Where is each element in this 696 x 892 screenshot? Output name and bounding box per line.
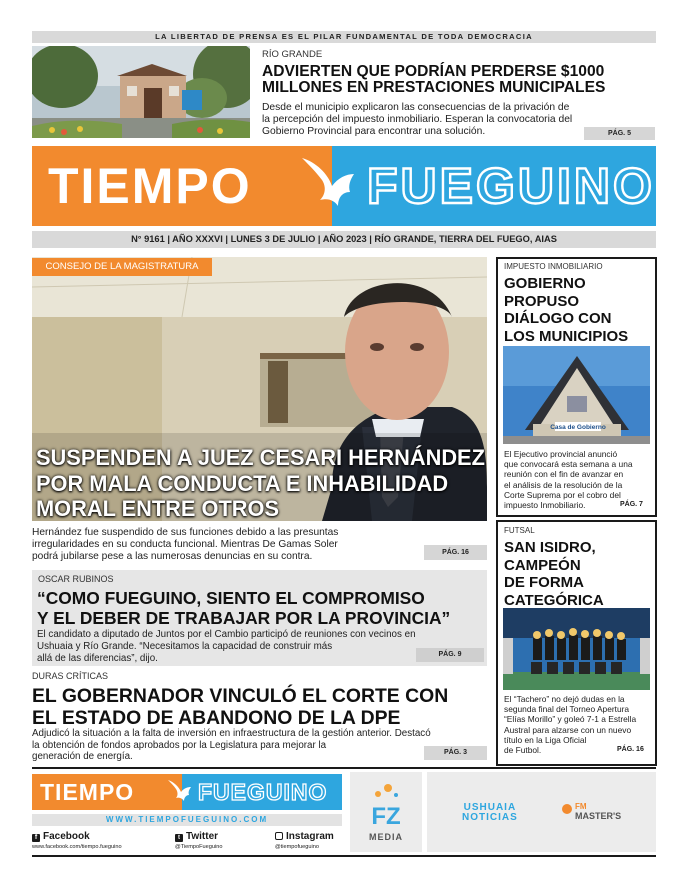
main-story-section-badge[interactable]: CONSEJO DE LA MAGISTRATURA	[32, 258, 212, 276]
story2-summary-line-2: Ushuaia y Río Grande. “Necesitamos la capacidad de construir más	[37, 640, 333, 652]
masthead[interactable]	[32, 146, 656, 226]
fz-word: MEDIA	[369, 832, 403, 842]
facebook-icon: f	[32, 834, 40, 842]
main-story-summary	[32, 527, 338, 564]
ushuaia-logo-line-2: NOTICIAS	[462, 812, 518, 823]
fz-letters-text: FZ	[371, 803, 401, 830]
side2-section: FUTSAL	[504, 526, 535, 535]
side1-headline-line-3: DIÁLOGO CON	[504, 310, 612, 327]
top-story-headline-line-2: MILLONES EN PRESTACIONES MUNICIPALES	[262, 79, 606, 97]
story3-summary-line-2: la obtención de fondos aprobados por la Legislatura para mejorar la	[32, 739, 327, 751]
facebook-label: Facebook	[43, 831, 90, 842]
government-house-sign: Casa de Gobierno	[550, 424, 606, 431]
main-story-page-tag[interactable]: PÁG. 16	[424, 545, 487, 560]
side2-summary-line-3: “Elías Morillo” y goleó 7-1 a Estrella	[504, 714, 637, 725]
footer-bird-icon	[164, 776, 200, 808]
top-story-photo[interactable]	[32, 46, 250, 138]
side2-headline	[504, 539, 604, 609]
government-house-illustration	[503, 346, 650, 444]
side1-summary-line-6: impuesto Inmobiliario.	[504, 500, 586, 511]
fm-logo-bottom: MASTER'S	[575, 811, 622, 821]
top-story-summary-line-1: Desde el municipio explicaron las consecuencias de la privación de	[262, 102, 570, 113]
facebook-handle: www.facebook.com/tiempo.fueguino	[32, 844, 122, 850]
bird-logo-icon	[294, 150, 374, 222]
top-story-summary-line-2: la percepción del impuesto inmobiliario. Esperan la convocatoria del	[262, 114, 573, 125]
side1-photo[interactable]	[503, 346, 650, 444]
story3-summary-line-1: Adjudicó la situación a la falta de inversión en infraestructura de la gestión anterior. Destacó	[32, 728, 431, 739]
top-story-headline[interactable]	[262, 64, 605, 97]
side1-summary-line-3: reunión con el fin de avanzar en	[504, 469, 624, 480]
top-story-headline-line-1: ADVIERTEN QUE PODRÍAN PERDERSE $1000	[262, 63, 605, 80]
story3-page-tag[interactable]: PÁG. 3	[424, 746, 487, 760]
story2-headline-line-1: “COMO FUEGUINO, SIENTO EL COMPROMISO	[37, 588, 425, 608]
side2-summary-line-6: de Futbol.	[504, 745, 542, 756]
story3-section: DURAS CRÍTICAS	[32, 671, 109, 681]
story3-headline[interactable]	[32, 685, 448, 729]
twitter-handle: @TiempoFueguino	[175, 844, 223, 850]
top-story-page-tag[interactable]: PÁG. 5	[584, 127, 655, 140]
social-instagram[interactable]	[275, 831, 334, 850]
side1-summary-line-4: el análisis de la resolución de la	[504, 479, 623, 490]
side1-summary-line-5: Corte Suprema por el cobro del	[504, 489, 621, 500]
side1-headline-line-2: PROPUSO	[504, 292, 580, 310]
fz-media-logo[interactable]	[350, 772, 422, 852]
side1-summary-line-2: que convocará esta semana a una	[504, 459, 633, 470]
story2-section: OSCAR RUBINOS	[38, 574, 114, 584]
story2-summary-line-1: El candidato a diputado de Juntos por el Cambio participó de reuniones con vecinos en	[37, 629, 416, 640]
main-story-headline-line-2: POR MALA CONDUCTA E INHABILIDAD	[36, 470, 449, 496]
story3-summary	[32, 728, 431, 763]
side2-summary-line-1: El “Tachero” no dejó dudas en la	[504, 694, 625, 704]
side1-section: IMPUESTO INMOBILIARIO	[504, 262, 603, 271]
motto-bar: LA LIBERTAD DE PRENSA ES EL PILAR FUNDAMENTAL DE TODA DEMOCRACIA	[32, 31, 656, 43]
story2-summary-line-3: allá de las diferencias”, dijo.	[37, 652, 158, 664]
side1-headline-line-1: GOBIERNO	[504, 275, 586, 292]
masthead-title-right: FUEGUINO	[367, 158, 655, 214]
top-story-summary-line-3: Gobierno Provincial para encontrar una solución.	[262, 126, 486, 137]
twitter-label: Twitter	[186, 831, 219, 842]
top-story-section: RÍO GRANDE	[262, 49, 323, 60]
story2-page-tag[interactable]: PÁG. 9	[416, 648, 484, 662]
fm-logo-top: FM	[575, 802, 587, 811]
social-twitter[interactable]	[175, 831, 222, 850]
side2-page-tag[interactable]: PÁG. 16	[617, 746, 644, 753]
side2-headline-line-1: SAN ISIDRO,	[504, 539, 596, 556]
main-story-summary-line-2: irregularidades en su conducta funcional. Mientras De Gamas Soler	[32, 539, 338, 551]
side2-summary-line-2: segunda final del Torneo Apertura	[504, 704, 630, 715]
story3-summary-line-3: generación de energía.	[32, 751, 133, 763]
bottom-divider	[32, 855, 656, 857]
footer-website[interactable]: WWW.TIEMPOFUEGUINO.COM	[32, 814, 342, 826]
story2-headline-line-2: Y EL DEBER DE TRABAJAR POR LA PROVINCIA”	[37, 608, 451, 628]
story3-headline-line-2: EL ESTADO DE ABANDONO DE LA DPE	[32, 707, 401, 729]
main-story-summary-line-3: podrá jubilarse pese a las numerosas denuncias en su contra.	[32, 551, 313, 563]
microphone-icon	[562, 804, 572, 814]
instagram-label: Instagram	[286, 831, 334, 842]
main-story-headline[interactable]	[36, 445, 485, 522]
story2-headline[interactable]	[37, 588, 450, 628]
footer-logo-right-text: FUEGUINO	[198, 779, 328, 805]
side1-headline-line-4: LOS MUNICIPIOS	[504, 327, 629, 345]
side1-headline	[504, 275, 628, 345]
instagram-icon	[275, 832, 283, 840]
social-facebook[interactable]	[32, 831, 122, 850]
top-story-summary	[262, 102, 572, 138]
footer-logo[interactable]	[32, 774, 342, 810]
footer-divider	[32, 767, 656, 769]
story3-headline-line-1: EL GOBERNADOR VINCULÓ EL CORTE CON	[32, 685, 449, 707]
story2-summary	[37, 629, 416, 664]
fz-dots-icon	[372, 782, 402, 800]
side1-summary-line-1: El Ejecutivo provincial anunció	[504, 449, 618, 459]
main-story-summary-line-1: Hernández fue suspendido de sus funciones debido a las presuntas	[32, 527, 339, 538]
side2-headline-line-2: CAMPEÓN	[504, 556, 581, 574]
ushuaia-logo-line-1: USHUAIA	[463, 802, 517, 813]
masthead-title-left: TIEMPO	[48, 158, 252, 214]
main-story-headline-line-3: MORAL ENTRE OTROS	[36, 496, 280, 522]
futsal-team-illustration	[503, 608, 650, 690]
side2-summary-line-4: Austral para alzarse con un nuevo	[504, 724, 632, 735]
main-story-headline-line-1: SUSPENDEN A JUEZ CESARI HERNÁNDEZ	[36, 445, 485, 470]
fz-letters	[350, 804, 422, 830]
side1-page-tag[interactable]: PÁG. 7	[620, 501, 643, 508]
side2-photo[interactable]	[503, 608, 650, 690]
footer-logo-left-text: TIEMPO	[40, 779, 135, 805]
dateline: N° 9161 | AÑO XXXVI | LUNES 3 DE JULIO | AÑO 2023 | RÍO GRANDE, TIERRA DEL FUEGO, AIAS	[32, 231, 656, 248]
ushuaia-noticias-logo[interactable]	[462, 803, 518, 823]
twitter-icon: t	[175, 834, 183, 842]
building-photo-illustration	[32, 46, 250, 138]
instagram-handle: @tiempofueguino	[275, 844, 319, 850]
side2-headline-line-4: CATEGÓRICA	[504, 591, 604, 609]
side2-summary-line-5: título en la Liga Oficial	[504, 734, 587, 745]
side1-summary	[504, 449, 633, 510]
side2-headline-line-3: DE FORMA	[504, 574, 584, 591]
